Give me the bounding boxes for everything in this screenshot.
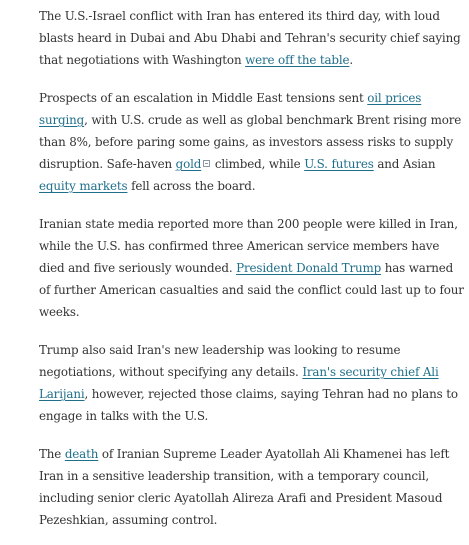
paragraph-1: [39, 5, 467, 71]
paragraph-5: [39, 443, 467, 531]
paragraph-text: , with U.S. crude as well as global benchmark Brent rising more than 8%, before paring some gains, as investors assess risks to supply disruption. Safe-haven: [39, 113, 462, 171]
paragraph-2: [39, 87, 467, 197]
link-president-donald-trump[interactable]: President Donald Trump: [236, 261, 382, 275]
paragraph-text: of Iranian Supreme Leader Ayatollah Ali Khamenei has left Iran in a sensitive leadership transition, with a temporary council, including senior cleric Ayatollah Alireza Arafi and President Masoud Pezeshkian, assuming control.: [39, 447, 450, 527]
paragraph-text: Trump also said Iran's new leadership was looking to resume negotiations, without specifying any details.: [39, 343, 401, 379]
paragraph-text: and Asian: [373, 157, 436, 171]
link-death[interactable]: death: [64, 447, 99, 461]
paragraph-text: , however, rejected those claims, saying Tehran had no plans to engage in talks with the U.S.: [39, 387, 458, 423]
link-ali-larijani[interactable]: Iran's security chief Ali Larijani: [39, 365, 439, 401]
paragraph-text: fell across the board.: [127, 179, 256, 193]
paragraph-text: .: [349, 53, 354, 67]
paragraph-3: [39, 213, 467, 323]
link-equity-markets[interactable]: equity markets: [39, 179, 128, 193]
article-body: [39, 5, 467, 545]
paragraph-text: Prospects of an escalation in Middle East tensions sent: [39, 91, 368, 105]
external-link-icon[interactable]: [203, 160, 210, 167]
paragraph-text: climbed, while: [211, 157, 305, 171]
paragraph-text: The: [39, 447, 65, 461]
link-oil-prices-surging[interactable]: oil prices surging: [39, 91, 422, 127]
paragraph-text: The U.S.-Israel conflict with Iran has entered its third day, with loud blasts heard in Dubai and Abu Dhabi and Tehran's security chief saying that negotiations with Washington: [39, 9, 461, 67]
paragraph-text: has warned of further American casualties and said the conflict could last up to four weeks.: [39, 261, 464, 319]
link-gold[interactable]: gold: [175, 157, 202, 171]
link-us-futures[interactable]: U.S. futures: [304, 157, 374, 171]
link-off-the-table[interactable]: were off the table: [245, 53, 350, 67]
paragraph-text: Iranian state media reported more than 200 people were killed in Iran, while the U.S. has confirmed three American service members have died and five seriously wounded.: [39, 217, 458, 275]
paragraph-4: [39, 339, 467, 427]
